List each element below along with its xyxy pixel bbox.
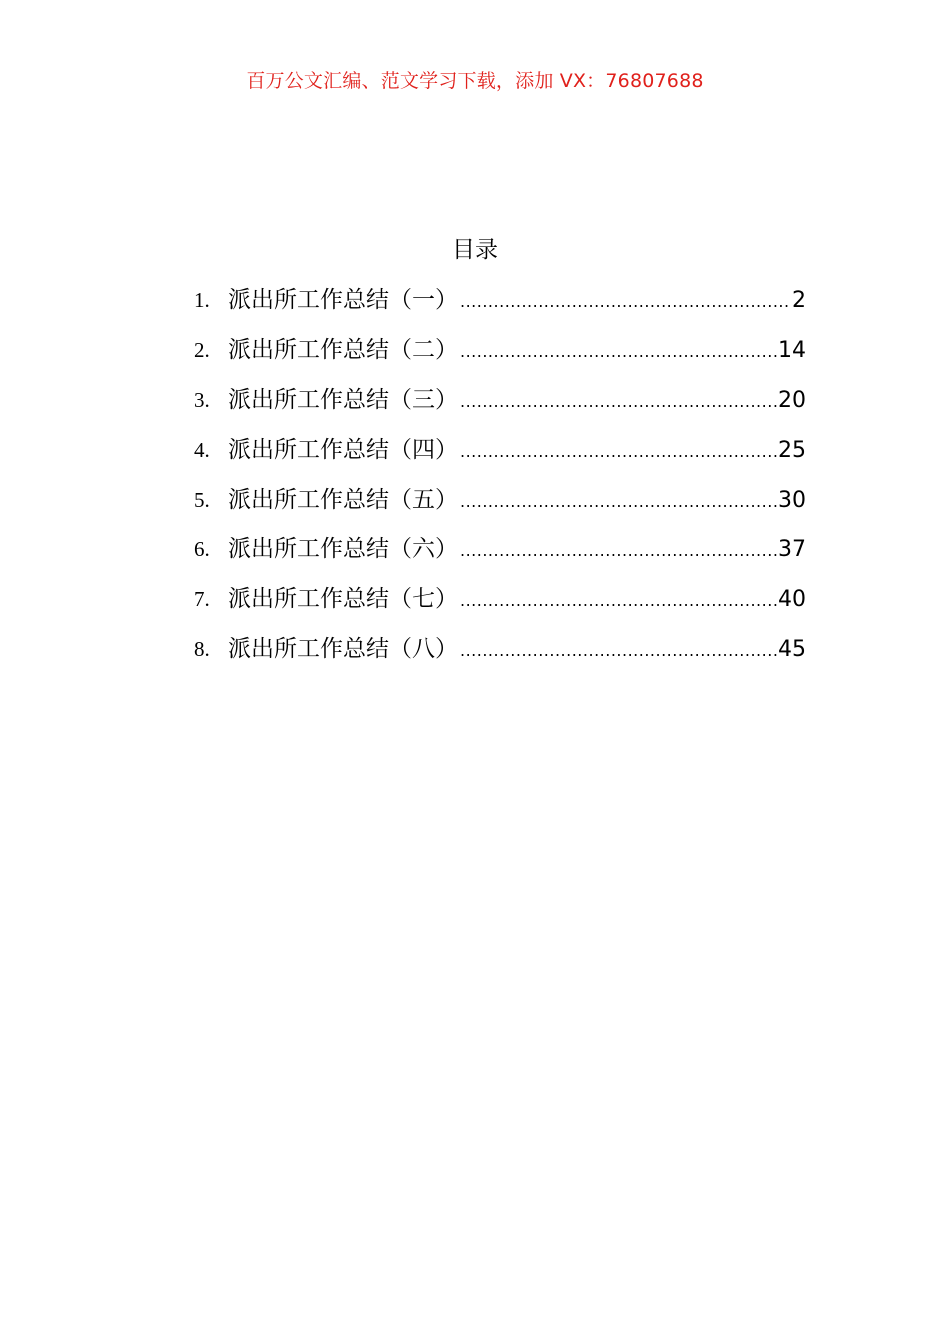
toc-entry-7[interactable] — [194, 582, 806, 632]
toc-entry-number: 5. — [194, 487, 210, 512]
toc-entry-number: 7. — [194, 587, 210, 612]
toc-list — [194, 283, 806, 682]
toc-entry-4[interactable] — [194, 433, 806, 483]
toc-entry-title: 派出所工作总结（六） — [228, 536, 458, 563]
toc-entry-1[interactable] — [194, 283, 806, 333]
toc-dot-leader — [460, 385, 777, 419]
toc-entry-number: 8. — [194, 637, 210, 662]
toc-dot-leader — [460, 485, 777, 519]
toc-entry-number: 2. — [194, 337, 210, 362]
toc-entry-title: 派出所工作总结（一） — [228, 287, 458, 313]
toc-dot-leader — [460, 335, 777, 369]
toc-entry-page: 30 — [778, 487, 806, 513]
toc-entry-title: 派出所工作总结（四） — [228, 436, 458, 463]
toc-entry-page: 40 — [778, 587, 806, 613]
toc-entry-number: 1. — [194, 288, 210, 312]
toc-entry-page: 2 — [792, 288, 806, 313]
toc-entry-title: 派出所工作总结（二） — [228, 336, 458, 363]
toc-entry-title: 派出所工作总结（八） — [228, 636, 458, 663]
toc-dot-leader — [460, 534, 777, 568]
toc-entry-page: 37 — [778, 537, 806, 563]
toc-entry-title: 派出所工作总结（五） — [228, 486, 458, 513]
toc-title: 目录 — [452, 237, 498, 263]
toc-dot-leader — [460, 285, 791, 319]
toc-entry-8[interactable] — [194, 632, 806, 682]
toc-entry-number: 4. — [194, 437, 210, 462]
header-banner: 百万公文汇编、范文学习下载，添加 VX：76807688 — [246, 70, 704, 92]
toc-entry-title: 派出所工作总结（七） — [228, 586, 458, 613]
toc-entry-6[interactable] — [194, 532, 806, 582]
toc-entry-page: 45 — [778, 637, 806, 663]
toc-dot-leader — [460, 435, 777, 469]
toc-dot-leader — [460, 584, 777, 618]
toc-entry-number: 3. — [194, 387, 210, 412]
toc-entry-3[interactable] — [194, 383, 806, 433]
toc-entry-page: 20 — [778, 387, 806, 413]
toc-entry-2[interactable] — [194, 333, 806, 383]
toc-entry-5[interactable] — [194, 483, 806, 533]
toc-entry-title: 派出所工作总结（三） — [228, 386, 458, 413]
toc-entry-page: 25 — [778, 437, 806, 463]
toc-entry-page: 14 — [778, 337, 806, 363]
toc-dot-leader — [460, 634, 777, 668]
toc-entry-number: 6. — [194, 537, 210, 562]
